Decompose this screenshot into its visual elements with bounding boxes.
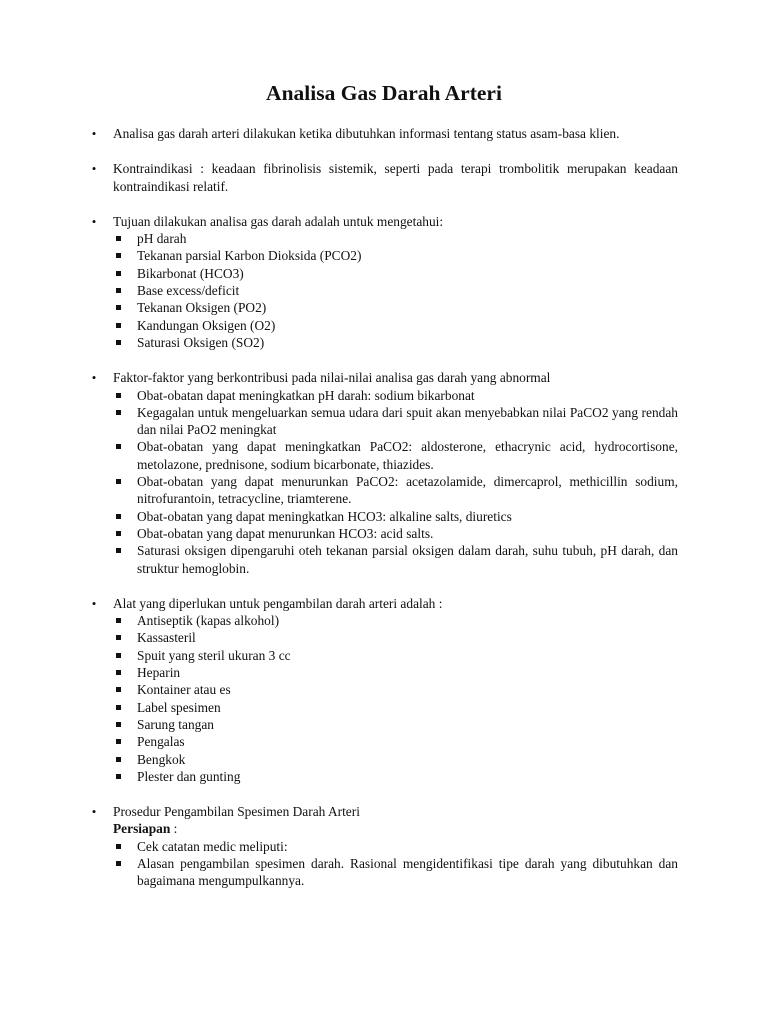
list-item: Obat-obatan yang dapat meningkatkan HCO3: alkaline salts, diuretics <box>113 508 678 525</box>
page-title: Analisa Gas Darah Arteri <box>266 81 502 105</box>
square-bullet-icon <box>116 548 121 553</box>
square-bullet-icon <box>116 253 121 258</box>
bullet-icon: • <box>91 126 97 141</box>
list-item: Pengalas <box>113 733 678 750</box>
sub-list <box>113 612 678 785</box>
square-bullet-icon <box>116 653 121 658</box>
section-prosedur <box>87 803 678 889</box>
sub-list <box>113 838 678 890</box>
sub-list <box>113 230 678 351</box>
list-item: Obat-obatan yang dapat meningkatkan PaCO2: aldosterone, ethacrynic acid, hydrocortisone, metolazone, prednisone, sodium bicarbonate, thiazides. <box>113 438 678 473</box>
section-tujuan <box>87 213 678 351</box>
list-item: Kegagalan untuk mengeluarkan semua udara dari spuit akan menyebabkan nilai PaCO2 yang rendah dan nilai PaO2 meningkat <box>113 404 678 439</box>
list-item: Tekanan Oksigen (PO2) <box>113 299 678 316</box>
section-text: Analisa gas darah arteri dilakukan ketika dibutuhkan informasi tentang status asam-basa klien. <box>113 126 620 141</box>
list-item: Saturasi Oksigen (SO2) <box>113 334 678 351</box>
list-item: Bengkok <box>113 751 678 768</box>
square-bullet-icon <box>116 305 121 310</box>
square-bullet-icon <box>116 271 121 276</box>
list-item: Kontainer atau es <box>113 681 678 698</box>
persiapan-label: Persiapan <box>113 821 171 837</box>
section-text: Tujuan dilakukan analisa gas darah adalah untuk mengetahui: <box>113 213 444 229</box>
square-bullet-icon <box>116 670 121 675</box>
square-bullet-icon <box>116 774 121 779</box>
square-bullet-icon <box>116 514 121 519</box>
list-item: Obat-obatan yang dapat menurunkan HCO3: acid salts. <box>113 525 678 542</box>
section-text: Prosedur Pengambilan Spesimen Darah Arteri <box>113 804 360 820</box>
list-item: Heparin <box>113 664 678 681</box>
square-bullet-icon <box>116 687 121 692</box>
square-bullet-icon <box>116 444 121 449</box>
list-item: Plester dan gunting <box>113 768 678 785</box>
list-item: Spuit yang steril ukuran 3 cc <box>113 647 678 664</box>
square-bullet-icon <box>116 340 121 345</box>
list-item: Obat-obatan dapat meningkatkan pH darah: sodium bikarbonat <box>113 387 678 404</box>
bullet-icon: • <box>91 595 97 611</box>
square-bullet-icon <box>116 323 121 328</box>
square-bullet-icon <box>116 479 121 484</box>
list-item: Saturasi oksigen dipengaruhi oteh tekanan parsial oksigen dalam darah, suhu tubuh, pH darah, dan struktur hemoglobin. <box>113 542 678 577</box>
list-item: Cek catatan medic meliputi: <box>113 838 678 855</box>
list-item: Kassasteril <box>113 629 678 646</box>
section-asam-basa <box>87 125 678 142</box>
list-item: Obat-obatan yang dapat menurunkan PaCO2: acetazolamide, dimercaprol, methicillin sodium, nitrofurantoin, tetracycline, triamterene. <box>113 473 678 508</box>
section-alat <box>87 595 678 785</box>
persiapan-suffix: : <box>170 821 178 837</box>
square-bullet-icon <box>116 722 121 727</box>
square-bullet-icon <box>116 288 121 293</box>
bullet-icon: • <box>91 804 97 820</box>
square-bullet-icon <box>116 757 121 762</box>
persiapan-heading <box>113 820 678 837</box>
bullet-icon: • <box>91 370 97 386</box>
square-bullet-icon <box>116 739 121 744</box>
section-text: Faktor-faktor yang berkontribusi pada nilai-nilai analisa gas darah yang abnormal <box>113 370 551 386</box>
bullet-icon: • <box>91 213 97 229</box>
list-item: Label spesimen <box>113 699 678 716</box>
section-text: Kontraindikasi : keadaan fibrinolisis sistemik, seperti pada terapi trombolitik merupakan keadaan kontraindikasi relatif. <box>113 161 678 194</box>
square-bullet-icon <box>116 861 121 866</box>
section-kontraindikasi <box>87 160 678 195</box>
list-item: Kandungan Oksigen (O2) <box>113 317 678 334</box>
square-bullet-icon <box>116 410 121 415</box>
sub-list <box>113 387 678 577</box>
square-bullet-icon <box>116 531 121 536</box>
document-body <box>87 125 678 908</box>
section-faktor <box>87 369 678 577</box>
square-bullet-icon <box>116 705 121 710</box>
bullet-icon: • <box>91 161 97 177</box>
list-item: Bikarbonat (HCO3) <box>113 265 678 282</box>
square-bullet-icon <box>116 236 121 241</box>
list-item: Base excess/deficit <box>113 282 678 299</box>
square-bullet-icon <box>116 618 121 623</box>
square-bullet-icon <box>116 393 121 398</box>
list-item: Antiseptik (kapas alkohol) <box>113 612 678 629</box>
square-bullet-icon <box>116 844 121 849</box>
square-bullet-icon <box>116 635 121 640</box>
list-item: pH darah <box>113 230 678 247</box>
list-item: Tekanan parsial Karbon Dioksida (PCO2) <box>113 247 678 264</box>
list-item: Sarung tangan <box>113 716 678 733</box>
section-text: Alat yang diperlukan untuk pengambilan darah arteri adalah : <box>113 595 443 611</box>
list-item: Alasan pengambilan spesimen darah. Rasional mengidentifikasi tipe darah yang dibutuhkan dan bagaimana mengumpulkannya. <box>113 855 678 890</box>
